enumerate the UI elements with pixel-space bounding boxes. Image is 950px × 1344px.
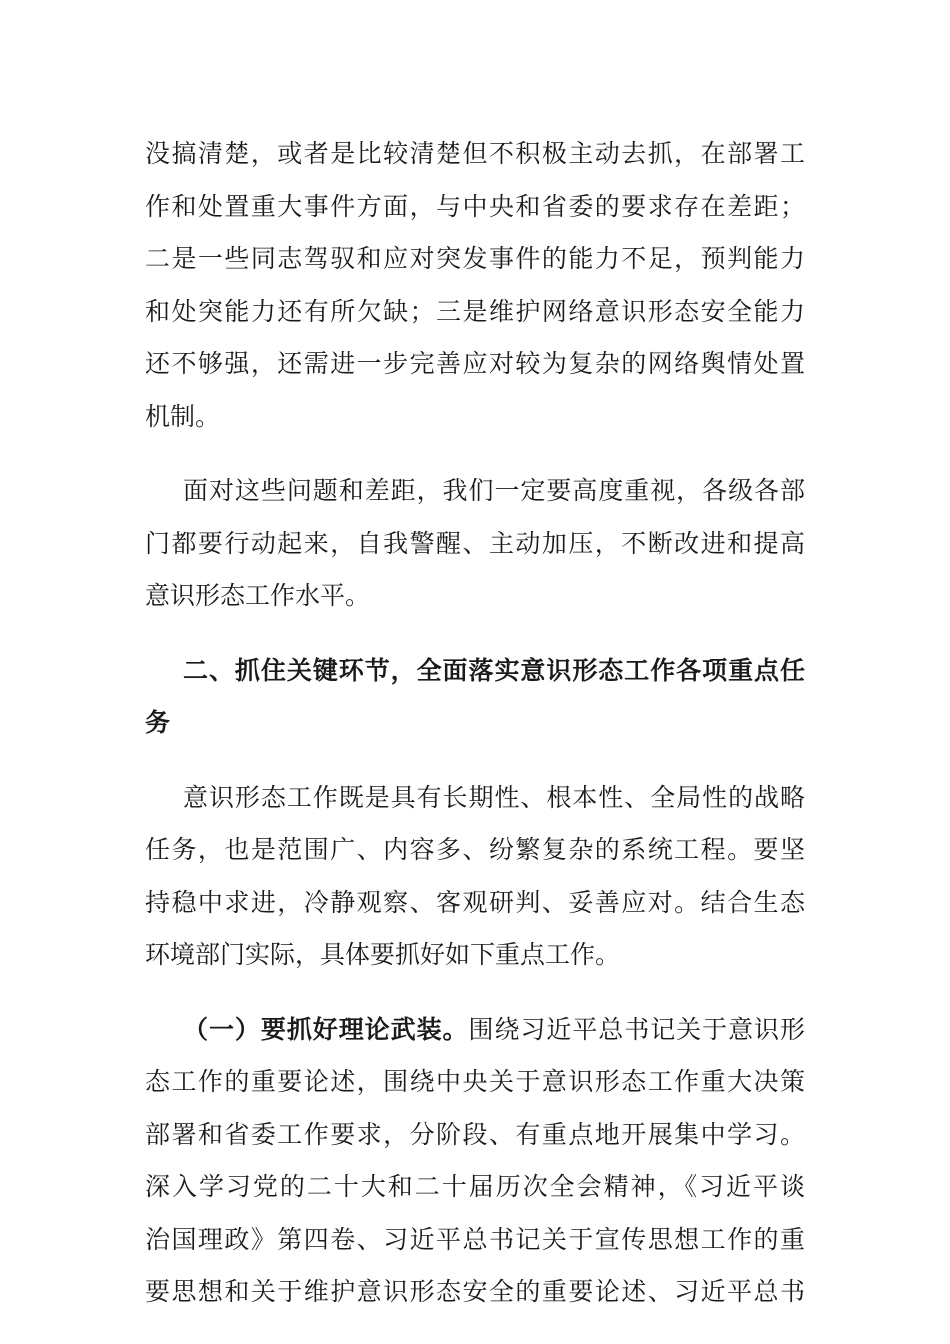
text-line: 意识形态工作水平。 xyxy=(145,581,371,610)
text-line: 作和处置重大事件方面，与中央和省委的要求存在差距； xyxy=(145,191,805,221)
text-run: 围绕习近平总书记关于意识形 xyxy=(468,1014,805,1044)
text-line xyxy=(145,1004,805,1057)
text-line: 面对这些问题和差距，我们一定要高度重视，各级各部 xyxy=(183,476,805,505)
text-line: 门都要行动起来，自我警醒、主动加压，不断改进和提高 xyxy=(145,528,805,558)
paragraph-4 xyxy=(145,1004,805,1319)
text-line: 没搞清楚，或者是比较清楚但不积极主动去抓，在部署工 xyxy=(145,139,805,168)
heading-line: 二、抓住关键环节，全面落实意识形态工作各项重点任 xyxy=(183,655,805,685)
text-line: 机制。 xyxy=(145,401,221,431)
heading-line: 务 xyxy=(145,708,171,737)
paragraph-1 xyxy=(145,128,805,443)
section-heading xyxy=(145,645,805,750)
paragraph-3 xyxy=(145,772,805,982)
text-line: 要思想和关于维护意识形态安全的重要论述、习近平总书 xyxy=(145,1277,805,1306)
text-line: 还不够强，还需进一步完善应对较为复杂的网络舆情处置 xyxy=(145,349,805,378)
subsection-title: （一）要抓好理论武装。 xyxy=(183,1014,469,1044)
text-line: 深入学习党的二十大和二十届历次全会精神，《习近平谈 xyxy=(145,1172,805,1201)
text-line: 持稳中求进，冷静观察、客观研判、妥善应对。结合生态 xyxy=(145,887,805,917)
text-line: 意识形态工作既是具有长期性、根本性、全局性的战略 xyxy=(183,782,805,812)
text-line: 任务，也是范围广、内容多、纷繁复杂的系统工程。要坚 xyxy=(145,835,805,864)
document-page xyxy=(145,128,805,1319)
paragraph-2 xyxy=(145,465,805,623)
text-line: 态工作的重要论述，围绕中央关于意识形态工作重大决策 xyxy=(145,1067,805,1096)
text-line: 和处突能力还有所欠缺；三是维护网络意识形态安全能力 xyxy=(145,296,805,326)
text-line: 治国理政》第四卷、习近平总书记关于宣传思想工作的重 xyxy=(145,1224,805,1254)
text-line: 环境部门实际，具体要抓好如下重点工作。 xyxy=(145,940,621,969)
text-line: 二是一些同志驾驭和应对突发事件的能力不足，预判能力 xyxy=(145,244,805,273)
text-line: 部署和省委工作要求，分阶段、有重点地开展集中学习。 xyxy=(145,1119,805,1149)
